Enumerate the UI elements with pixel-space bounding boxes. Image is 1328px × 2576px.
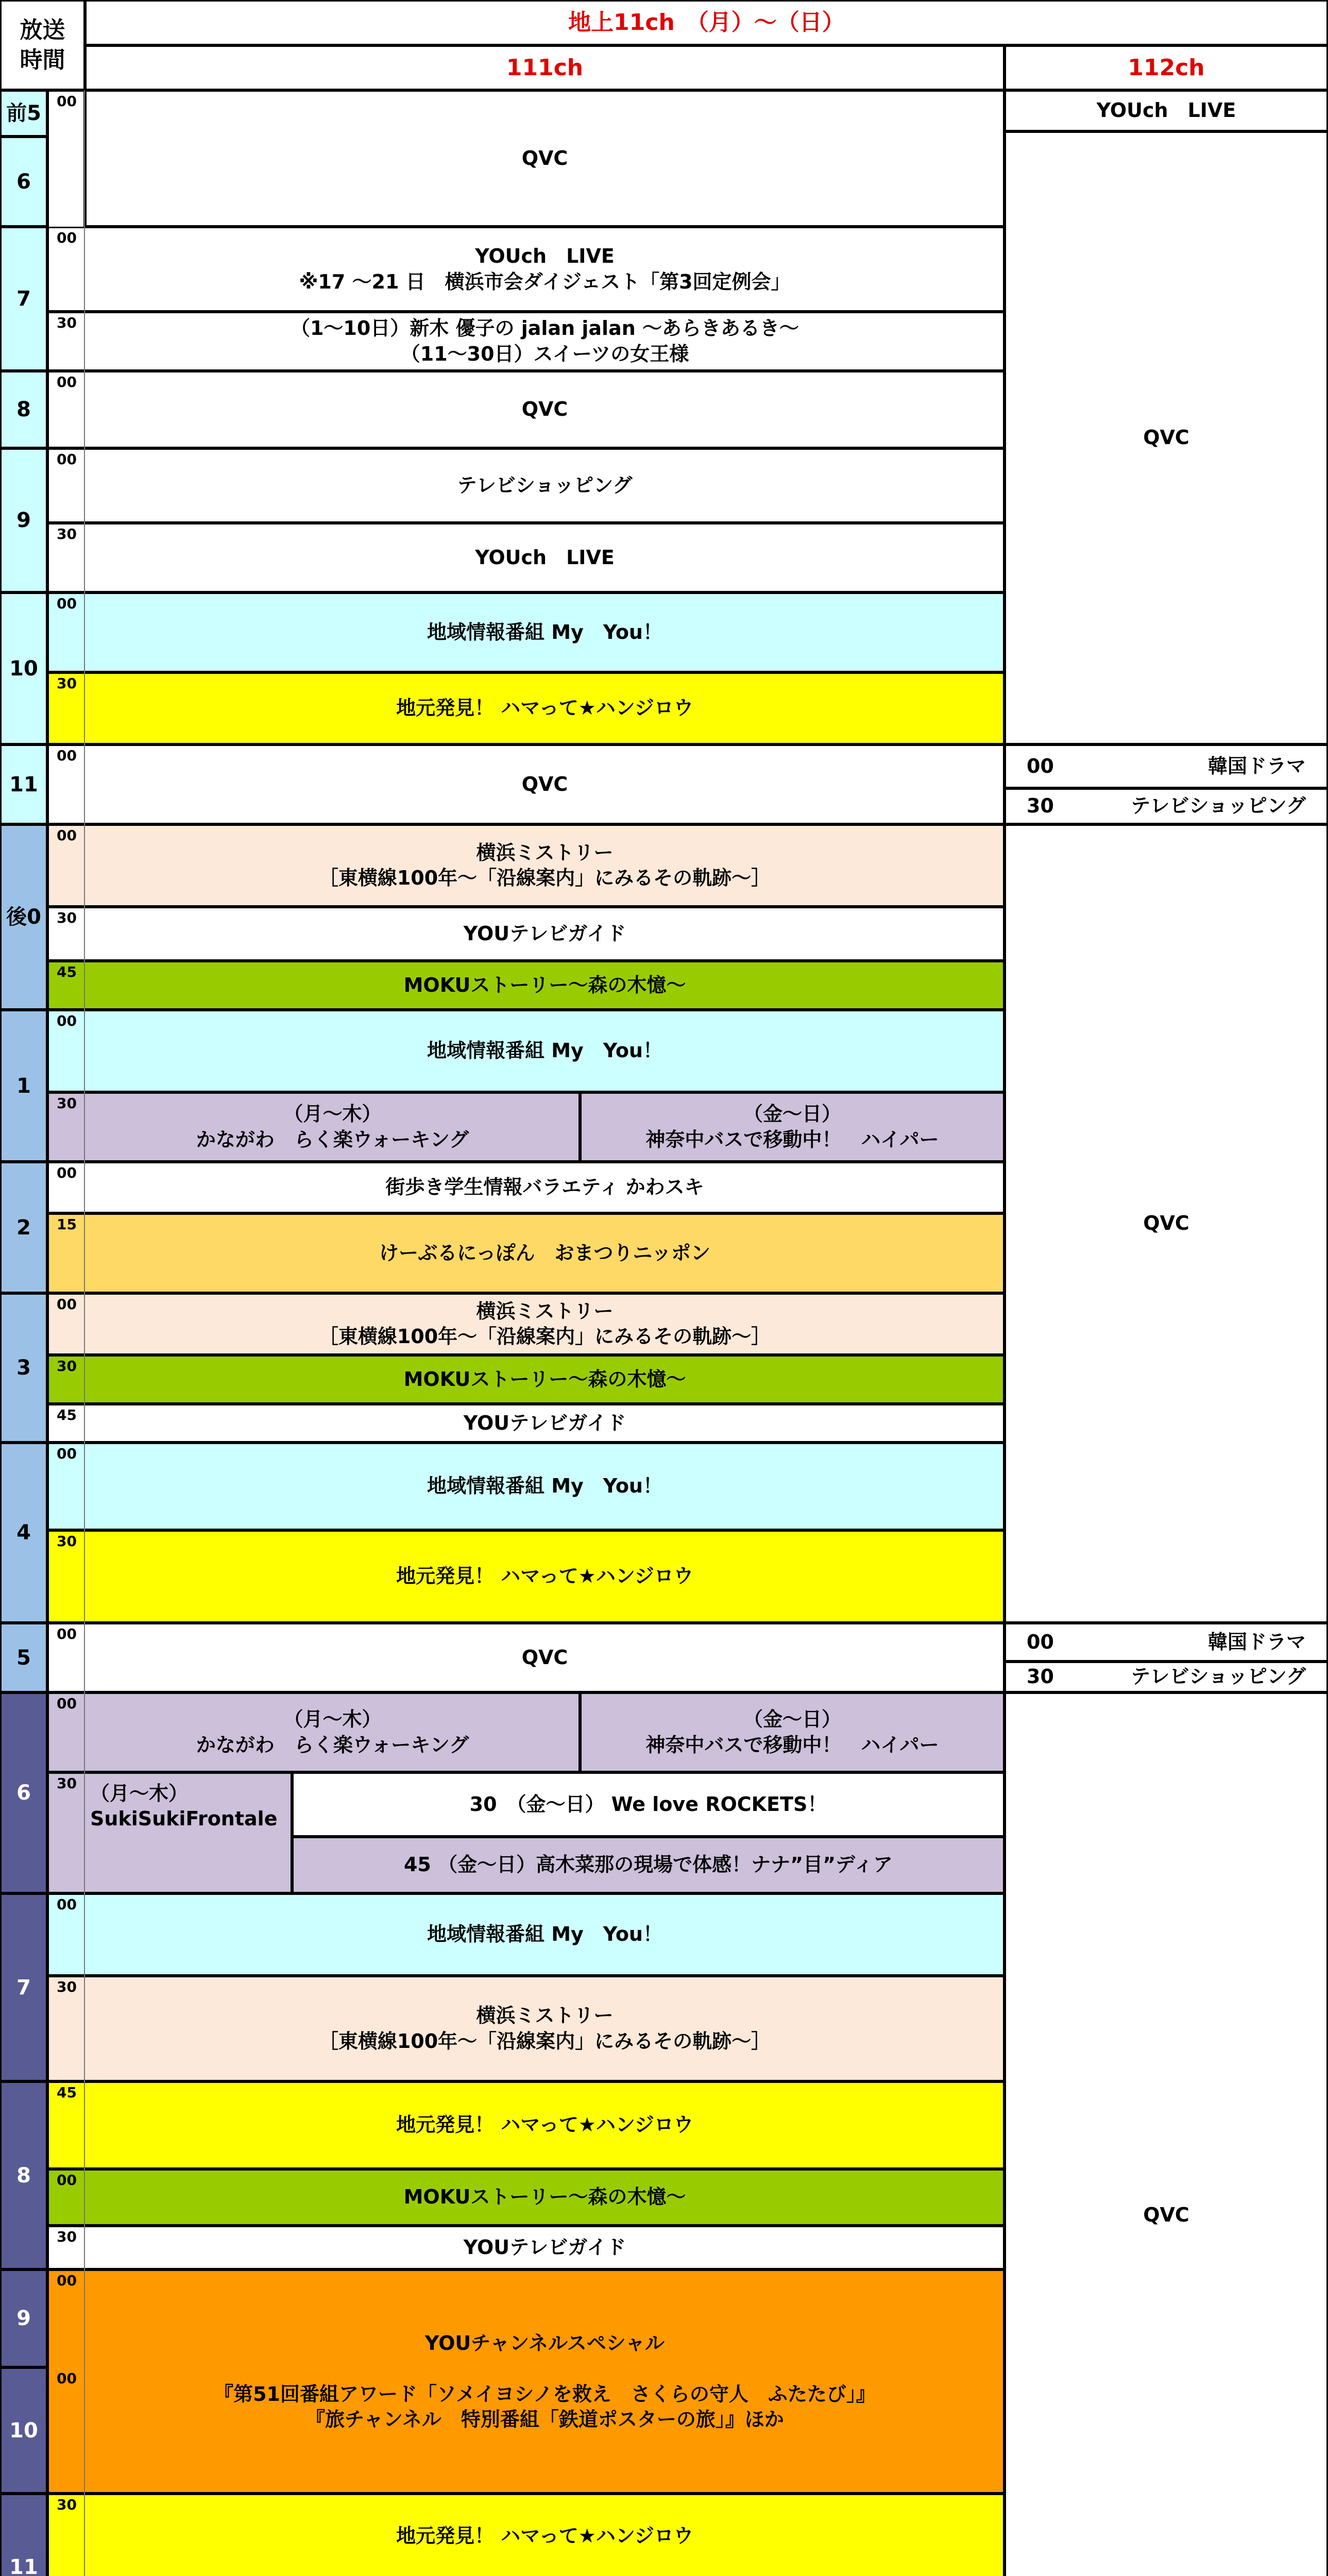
- minute-column-divider: [84, 90, 85, 2576]
- program-yokohama-mystery: 横浜ミストリー ［東横線100年～「沿線案内」にみるその軌跡～］: [47, 1293, 1004, 1355]
- minute-label: 00: [57, 229, 77, 246]
- program-tv-shopping: テレビショッピング: [47, 448, 1004, 523]
- minute-label: 00: [57, 2370, 77, 2387]
- minute-label: 00: [57, 1625, 77, 1642]
- channel-111-header: 111ch: [85, 45, 1004, 90]
- program-tv-shopping: [1004, 788, 1328, 824]
- minute-label: 00: [57, 595, 77, 612]
- hour-cell: 7: [0, 1893, 47, 2081]
- minute-label: 00: [57, 1296, 77, 1313]
- program-title: 韓国ドラマ: [1207, 754, 1306, 777]
- hour-cell: 7: [0, 227, 47, 371]
- program-jalan-jalan: （1～10日）新木 優子の jalan jalan ～あらきあるき～ （11～30日）スイーツの女王様: [47, 312, 1004, 371]
- hour-cell: 10: [0, 2367, 47, 2494]
- minute-label: 00: [57, 1896, 77, 1913]
- program-yokohama-mystery: 横浜ミストリー ［東横線100年～「沿線案内」にみるその軌跡～］: [47, 1976, 1004, 2081]
- program-moku-story: MOKUストーリー～森の木憶～: [47, 2169, 1004, 2226]
- minute-label: 00: [1027, 1630, 1054, 1653]
- program-qvc: QVC: [1004, 824, 1328, 1623]
- program-we-love-rockets: 30 （金～日） We love ROCKETS！: [292, 1772, 1004, 1837]
- program-you-tv-guide: YOUテレビガイド: [47, 2226, 1004, 2269]
- hour-cell: 9: [0, 448, 47, 592]
- hour-cell: 11: [0, 744, 47, 824]
- program-my-you: 地域情報番組 My You！: [47, 1010, 1004, 1092]
- program-you-tv-guide: YOUテレビガイド: [47, 907, 1004, 961]
- minute-label: 00: [57, 1012, 77, 1029]
- minute-label: 30: [1027, 1665, 1054, 1688]
- program-qvc: QVC: [1004, 1692, 1328, 2576]
- program-yokohama-mystery: 横浜ミストリー ［東横線100年～「沿線案内」にみるその軌跡～］: [47, 824, 1004, 907]
- program-moku-story: MOKUストーリー～森の木憶～: [47, 961, 1004, 1010]
- program-my-you: 地域情報番組 My You！: [47, 1893, 1004, 1976]
- hour-cell: 5: [0, 1623, 47, 1692]
- program-title: テレビショッピング: [1131, 1665, 1306, 1688]
- program-korean-drama: [1004, 744, 1328, 788]
- program-you-channel-special: YOUチャンネルスペシャル 『第51回番組アワード「ソメイヨシノを救え さくらの守人 ふたたび」』 『旅チャンネル 特別番組「鉄道ポスターの旅」』ほか: [47, 2269, 1004, 2494]
- minute-label: 15: [57, 1216, 77, 1233]
- minute-label: 00: [57, 827, 77, 844]
- hour-cell: 11: [0, 2494, 47, 2576]
- program-qvc: QVC: [47, 371, 1004, 448]
- hour-cell: 3: [0, 1293, 47, 1443]
- program-youch-live: YOUch LIVE ※17 ～21 日 横浜市会ダイジェスト「第3回定例会」: [47, 227, 1004, 312]
- program-rakuraku-walking: （月～木） かながわ らく楽ウォーキング: [47, 1092, 580, 1162]
- program-kanachu-bus: （金～日） 神奈中バスで移動中！ ハイパー: [580, 1692, 1004, 1772]
- minute-label: 00: [57, 93, 77, 110]
- minute-label: 30: [57, 909, 77, 926]
- minute-label: 45: [57, 963, 77, 980]
- program-title: 韓国ドラマ: [1207, 1630, 1306, 1653]
- program-cable-nippon: けーぶるにっぽん おまつりニッポン: [47, 1213, 1004, 1293]
- minute-label: 30: [57, 675, 77, 692]
- minute-label: 00: [57, 1445, 77, 1462]
- program-sukisuki-frontale: （月～木） SukiSukiFrontale: [47, 1772, 292, 1893]
- minute-label: 00: [57, 2172, 77, 2189]
- minute-label: 30: [57, 526, 77, 543]
- program-qvc: QVC: [85, 90, 1004, 227]
- hour-cell: 1: [0, 1010, 47, 1162]
- program-nanamedia: 45 （金～日）高木菜那の現場で体感！ナナ”目”ディア: [292, 1837, 1004, 1893]
- minute-label: 30: [57, 1358, 77, 1375]
- minute-label: 30: [57, 1095, 77, 1112]
- hour-cell: 9: [0, 2269, 47, 2367]
- program-my-you: 地域情報番組 My You！: [47, 592, 1004, 672]
- minute-label: 30: [57, 2228, 77, 2245]
- minute-label: 00: [57, 374, 77, 391]
- minute-label: 00: [57, 2272, 77, 2289]
- minute-label: 30: [57, 2496, 77, 2513]
- program-kanachu-bus: （金～日） 神奈中バスで移動中！ ハイパー: [580, 1092, 1004, 1162]
- program-youch-live: YOUch LIVE: [47, 523, 1004, 592]
- minute-label: 00: [57, 1695, 77, 1712]
- schedule-title: 地上11ch （月）～（日）: [85, 0, 1328, 45]
- minute-label: 45: [57, 2084, 77, 2101]
- minute-label: 00: [57, 747, 77, 764]
- minute-label: 30: [57, 1533, 77, 1550]
- minute-label: 00: [57, 451, 77, 468]
- hour-cell: 6: [0, 137, 47, 227]
- minute-label: 30: [57, 1978, 77, 1995]
- program-hamatte-hanjirou: 地元発見！ ハマって★ハンジロウ: [47, 2494, 1004, 2576]
- minute-label: 30: [57, 314, 77, 331]
- hour-cell: 前5: [0, 90, 47, 137]
- program-hamatte-hanjirou: 地元発見！ ハマって★ハンジロウ: [47, 2081, 1004, 2169]
- program-you-tv-guide: YOUテレビガイド: [47, 1404, 1004, 1443]
- hour-cell: 6: [0, 1692, 47, 1893]
- hour-cell: 8: [0, 371, 47, 448]
- program-my-you: 地域情報番組 My You！: [47, 1443, 1004, 1530]
- program-moku-story: MOKUストーリー～森の木憶～: [47, 1355, 1004, 1404]
- hour-cell: 4: [0, 1443, 47, 1623]
- program-tv-shopping: [1004, 1662, 1328, 1692]
- hour-cell: 2: [0, 1162, 47, 1293]
- minute-label: 00: [1027, 754, 1054, 777]
- hour-cell: 8: [0, 2081, 47, 2269]
- program-rakuraku-walking: （月～木） かながわ らく楽ウォーキング: [47, 1692, 580, 1772]
- program-hamatte-hanjirou: 地元発見！ ハマって★ハンジロウ: [47, 1530, 1004, 1623]
- time-header: 放送 時間: [0, 0, 85, 90]
- program-title: テレビショッピング: [1131, 794, 1306, 818]
- minute-label: 45: [57, 1406, 77, 1423]
- program-hamatte-hanjirou: 地元発見！ ハマって★ハンジロウ: [47, 672, 1004, 744]
- program-qvc: QVC: [47, 744, 1004, 824]
- minute-label: 00: [57, 1164, 77, 1181]
- minute-label: 30: [57, 1775, 77, 1792]
- channel-112-header: 112ch: [1004, 45, 1328, 90]
- hour-cell: 後0: [0, 824, 47, 1010]
- program-korean-drama: [1004, 1623, 1328, 1662]
- program-qvc: QVC: [47, 1623, 1004, 1692]
- program-qvc: QVC: [1004, 131, 1328, 744]
- hour-cell: 10: [0, 592, 47, 744]
- minute-label: 30: [1027, 794, 1054, 818]
- program-kawasuki: 街歩き学生情報バラエティ かわスキ: [47, 1162, 1004, 1213]
- program-youch-live: YOUch LIVE: [1004, 90, 1328, 131]
